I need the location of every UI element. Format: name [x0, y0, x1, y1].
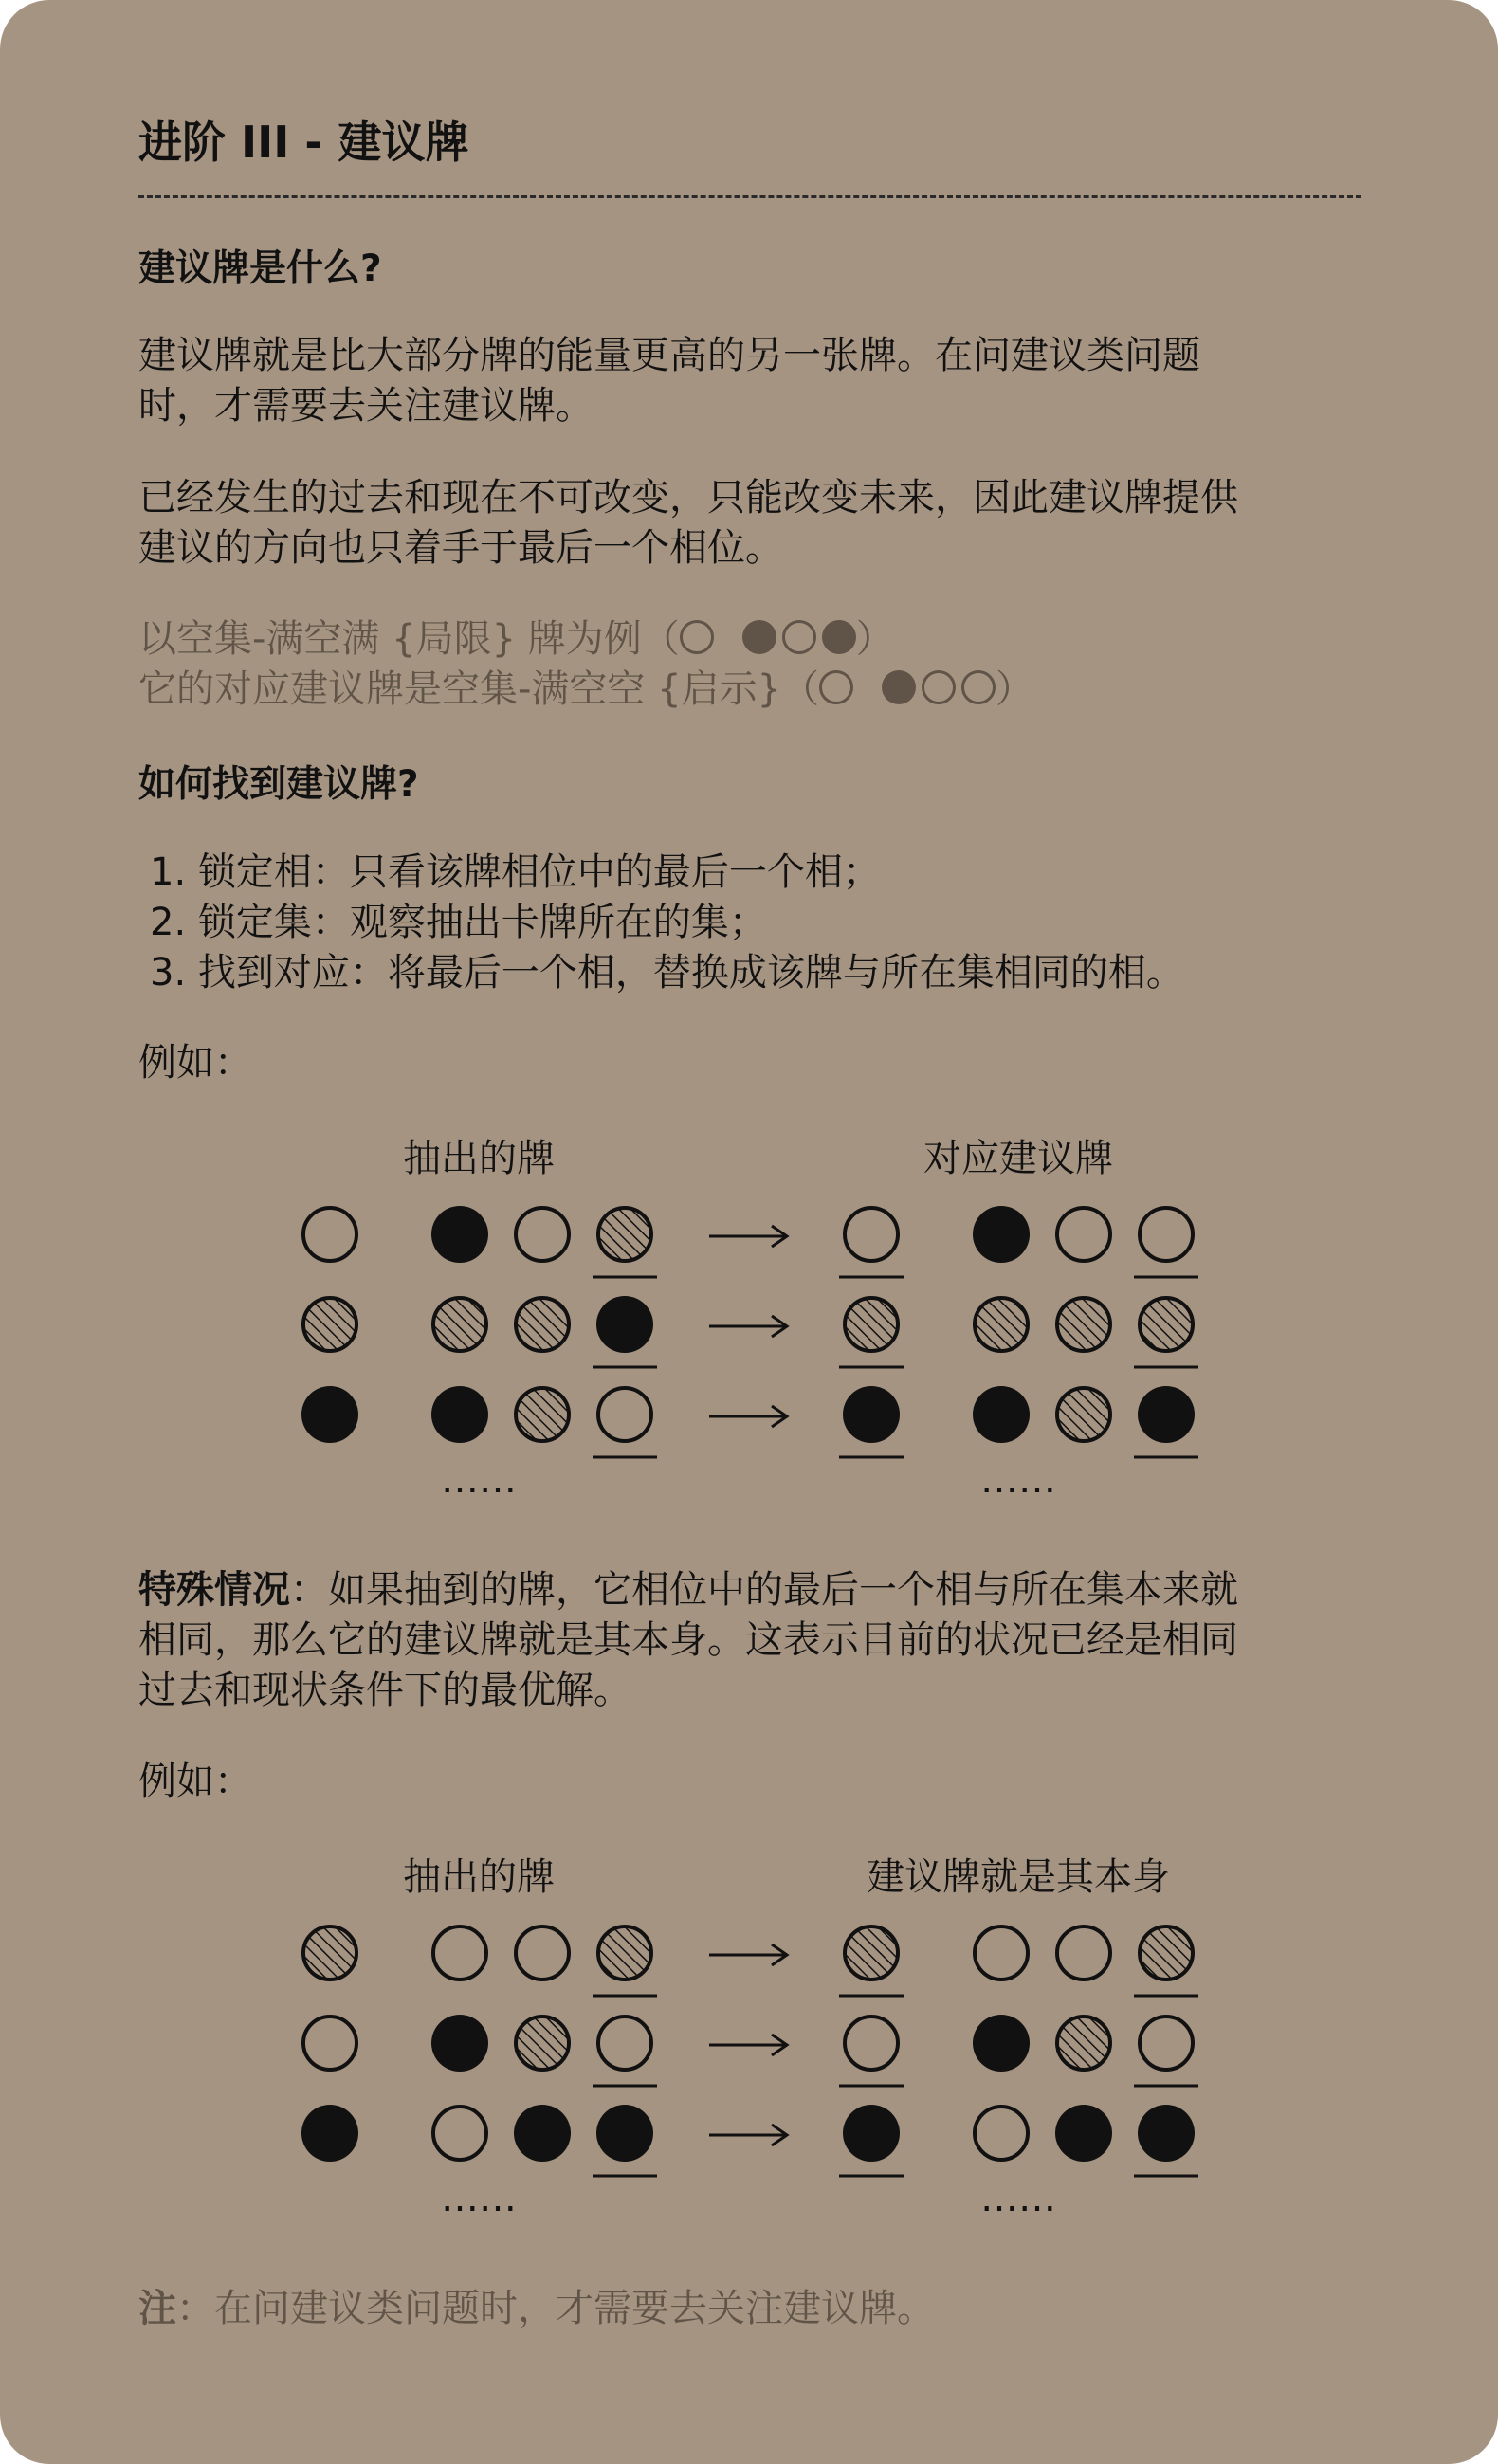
left-hatched-circle-icon — [598, 1208, 651, 1261]
left-hatched-circle-icon — [303, 1926, 356, 1980]
diagram-2-left-ellipsis: …… — [441, 2177, 517, 2220]
right-empty-circle-icon — [845, 1208, 898, 1261]
paragraph-2-line-1: 已经发生的过去和现在不可改变，只能改变未来，因此建议牌提供 — [138, 476, 1238, 520]
empty-circle-icon — [782, 620, 816, 654]
special-case-line-3: 过去和现状条件下的最优解。 — [138, 1669, 631, 1712]
special-case-line-2: 相同，那么它的建议牌就是其本身。这表示目前的状况已经是相同 — [138, 1618, 1238, 1662]
empty-circle-icon — [680, 620, 714, 654]
example-line-1-phase-dots — [680, 617, 856, 661]
example-label-2: 例如： — [138, 1760, 252, 1803]
empty-circle-icon — [961, 670, 996, 704]
left-hatched-circle-icon — [303, 1298, 356, 1351]
left-filled-circle-icon — [596, 1296, 653, 1353]
right-empty-circle-icon — [1140, 2017, 1193, 2070]
footnote-text: ：在问建议类问题时，才需要去关注建议牌。 — [176, 2287, 935, 2330]
diagram-1-right-label: 对应建议牌 — [923, 1137, 1113, 1180]
filled-circle-icon — [742, 620, 776, 654]
step-3: 3. 找到对应：将最后一个相，替换成该牌与所在集相同的相。 — [150, 951, 1184, 995]
diagram-1-left-label: 抽出的牌 — [403, 1137, 555, 1180]
left-hatched-circle-icon — [516, 1388, 569, 1441]
arrow-right-icon — [709, 1944, 787, 1965]
empty-circle-icon — [819, 670, 853, 704]
example-line-2 — [138, 664, 1033, 715]
right-filled-circle-icon — [843, 2105, 900, 2162]
right-hatched-circle-icon — [1140, 1926, 1193, 1980]
right-hatched-circle-icon — [845, 1298, 898, 1351]
left-empty-circle-icon — [516, 1926, 569, 1980]
left-filled-circle-icon — [431, 1386, 488, 1443]
diagram-2-left-label: 抽出的牌 — [403, 1855, 555, 1899]
empty-circle-icon — [922, 670, 956, 704]
step-2: 2. 锁定集：观察抽出卡牌所在的集； — [150, 901, 767, 944]
dashed-divider — [138, 195, 1361, 198]
footnote-label: 注 — [138, 2287, 176, 2330]
diagram-2-right-label: 建议牌就是其本身 — [867, 1855, 1170, 1899]
left-empty-circle-icon — [303, 2017, 356, 2070]
paragraph-1-line-1: 建议牌就是比大部分牌的能量更高的另一张牌。在问建议类问题 — [138, 334, 1200, 377]
arrow-right-icon — [709, 1226, 787, 1247]
example-line-2-text: 它的对应建议牌是空集-满空空 {启示}（ — [138, 667, 820, 711]
right-empty-circle-icon — [975, 1926, 1028, 1980]
left-empty-circle-icon — [598, 1388, 651, 1441]
example-line-2-close: ） — [996, 667, 1034, 711]
example-line-2-phase-dots — [819, 667, 996, 711]
example-label-1: 例如： — [138, 1041, 252, 1085]
left-filled-circle-icon — [596, 2105, 653, 2162]
right-hatched-circle-icon — [1057, 1298, 1110, 1351]
arrow-right-icon — [709, 1406, 787, 1427]
filled-circle-icon — [822, 620, 856, 654]
diagram-1-left-ellipsis: …… — [441, 1458, 517, 1502]
arrow-right-icon — [709, 2035, 787, 2055]
special-case-line-1 — [138, 1564, 1238, 1615]
paragraph-2-line-2: 建议的方向也只着手于最后一个相位。 — [138, 526, 783, 570]
left-filled-circle-icon — [431, 1206, 488, 1263]
right-filled-circle-icon — [1138, 1386, 1195, 1443]
left-empty-circle-icon — [516, 1208, 569, 1261]
left-hatched-circle-icon — [516, 1298, 569, 1351]
left-hatched-circle-icon — [433, 1298, 486, 1351]
right-hatched-circle-icon — [975, 1298, 1028, 1351]
right-hatched-circle-icon — [1057, 1388, 1110, 1441]
right-filled-circle-icon — [973, 1386, 1030, 1443]
diagram-1-right-ellipsis: …… — [980, 1458, 1056, 1502]
left-hatched-circle-icon — [516, 2017, 569, 2070]
right-hatched-circle-icon — [845, 1926, 898, 1980]
right-filled-circle-icon — [1055, 2105, 1112, 2162]
section-heading-how: 如何找到建议牌? — [138, 763, 419, 806]
filled-circle-icon — [882, 670, 916, 704]
section-heading-what: 建议牌是什么? — [138, 247, 382, 290]
step-1: 1. 锁定相：只看该牌相位中的最后一个相； — [150, 850, 881, 894]
right-hatched-circle-icon — [1140, 1298, 1193, 1351]
right-filled-circle-icon — [843, 1386, 900, 1443]
special-case-label: 特殊情况 — [138, 1568, 290, 1612]
special-case-line-1-text: ：如果抽到的牌，它相位中的最后一个相与所在集本来就 — [290, 1568, 1238, 1612]
right-hatched-circle-icon — [1057, 2017, 1110, 2070]
right-empty-circle-icon — [1057, 1926, 1110, 1980]
paragraph-1-line-2: 时，才需要去关注建议牌。 — [138, 384, 594, 428]
left-empty-circle-icon — [598, 2017, 651, 2070]
example-line-1-text: 以空集-满空满 {局限} 牌为例（ — [138, 617, 680, 661]
right-empty-circle-icon — [1057, 1208, 1110, 1261]
right-empty-circle-icon — [1140, 1208, 1193, 1261]
arrow-right-icon — [709, 2125, 787, 2145]
right-filled-circle-icon — [973, 2015, 1030, 2072]
right-empty-circle-icon — [975, 2107, 1028, 2160]
right-filled-circle-icon — [973, 1206, 1030, 1263]
arrow-right-icon — [709, 1316, 787, 1337]
example-line-1-close: ） — [855, 617, 894, 661]
left-empty-circle-icon — [433, 1926, 486, 1980]
left-empty-circle-icon — [433, 2107, 486, 2160]
left-hatched-circle-icon — [598, 1926, 651, 1980]
right-filled-circle-icon — [1138, 2105, 1195, 2162]
left-filled-circle-icon — [514, 2105, 571, 2162]
diagram-2-right-ellipsis: …… — [980, 2177, 1056, 2220]
example-line-1 — [138, 613, 894, 665]
left-empty-circle-icon — [303, 1208, 356, 1261]
footnote — [138, 2283, 935, 2334]
left-filled-circle-icon — [431, 2015, 488, 2072]
left-filled-circle-icon — [301, 1386, 358, 1443]
right-empty-circle-icon — [845, 2017, 898, 2070]
left-filled-circle-icon — [301, 2105, 358, 2162]
page-title: 进阶 III - 建议牌 — [138, 117, 469, 168]
